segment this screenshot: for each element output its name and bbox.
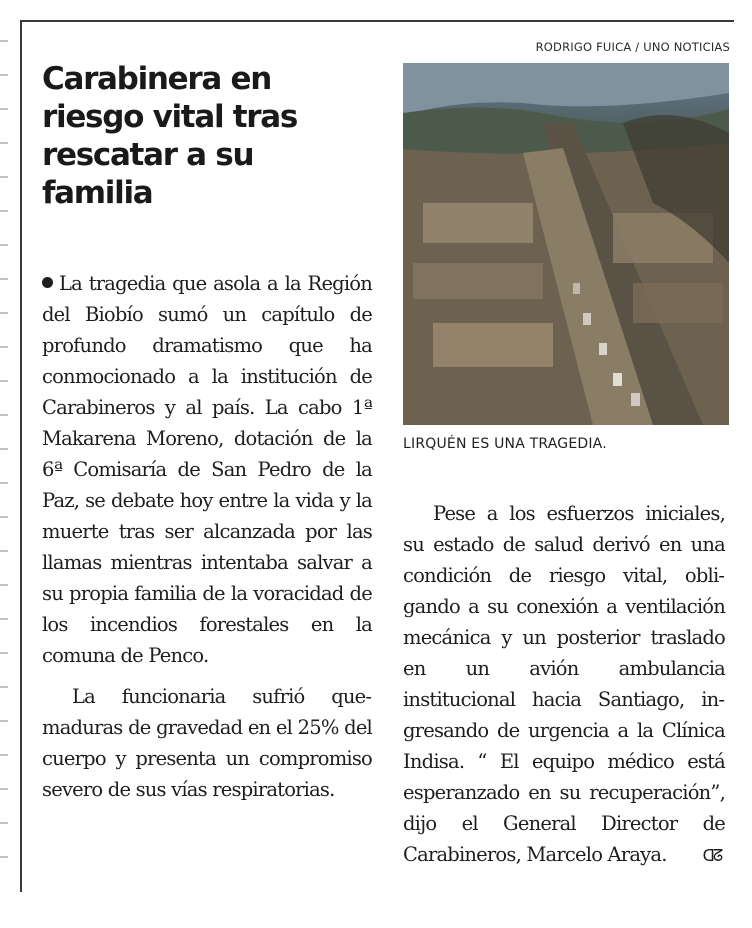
adjacent-column-edge: [0, 40, 8, 860]
paragraph-third-text: Pese a los esfuerzos iniciales, su estado de salud derivó en una condición de riesgo vital, obligando a su conexión a ventilación mecánica y un posterior traslado en un avión ambulancia institucional hacia Santiago, ingresando de urgencia a la Clínica Indisa. “ El equipo médico está esperanzado en su recuperación”, dijo el General Director de Carabineros, Marcelo Araya.: [403, 502, 725, 866]
end-mark-icon: ᗡᘔ: [702, 846, 722, 865]
aerial-burned-town-image: [403, 63, 729, 425]
body-column-right: [403, 498, 725, 871]
body-column-left: [42, 268, 372, 805]
paragraph-second: La funcionaria sufrió quemaduras de gravedad en el 25% del cuerpo y presenta un compromiso severo de sus vías respiratorias.: [42, 685, 372, 801]
photo-caption: LIRQUÉN ES UNA TRAGEDIA.: [403, 436, 607, 452]
photo-credit: RODRIGO FUICA / UNO NOTICIAS: [535, 40, 730, 54]
paragraph-third: [403, 498, 725, 871]
top-rule: [22, 20, 734, 22]
headline: Carabinera en riesgo vital tras rescatar a su familia: [42, 61, 298, 211]
bullet-icon: [42, 277, 53, 288]
paragraph-lead-text: La tragedia que asola a la Región del Biobío sumó un capítulo de profundo dramatismo que ha conmocionado a la institución de Carabineros y al país. La cabo 1ª Makarena Moreno, dotación de la 6ª Comisaría de San Pedro de la Paz, se debate hoy entre la vida y la muerte tras ser alcanzada por las llamas mientras intentaba salvar a su propia familia de la voracidad de los incendios forestales en la comuna de Penco.: [42, 272, 372, 667]
news-photo: [403, 63, 729, 425]
column-rule: [20, 20, 22, 892]
paragraph-lead: [42, 268, 372, 671]
